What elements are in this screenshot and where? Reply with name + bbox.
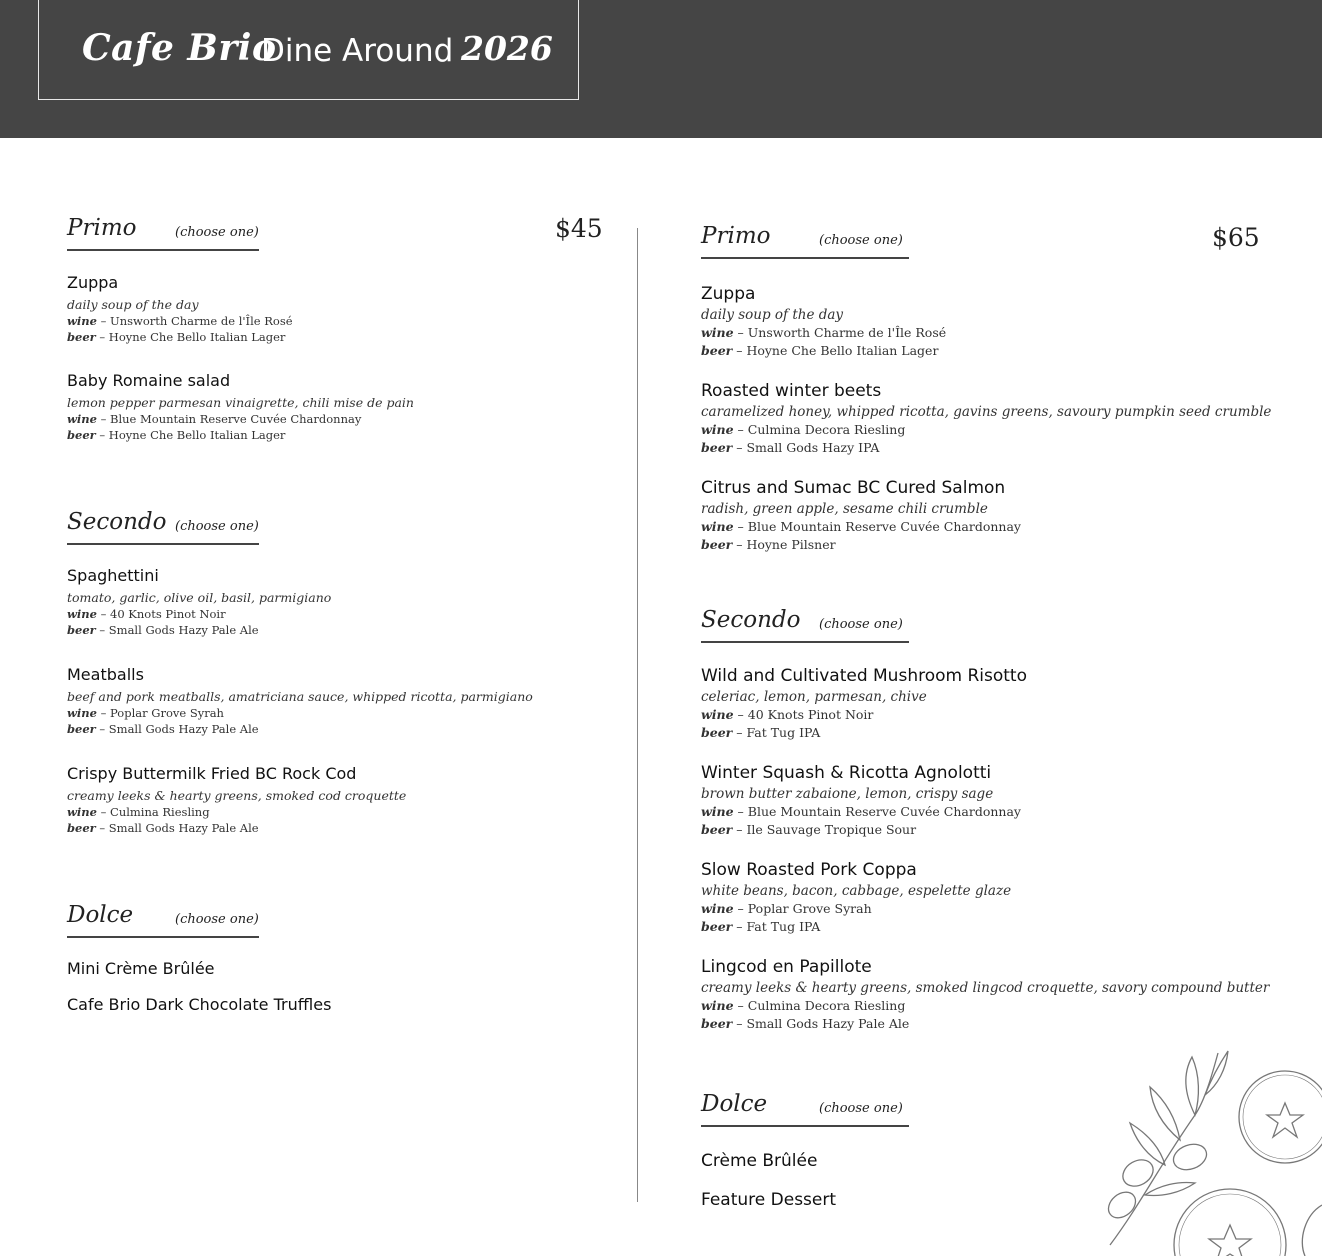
menu-item — [701, 763, 1261, 839]
wine-pairing: wine – Culmina Decora Riesling — [701, 422, 906, 437]
section-title: Primo — [67, 215, 137, 241]
wine-pairing: wine – Poplar Grove Syrah — [701, 901, 872, 916]
menu-title: Dine Around — [261, 33, 454, 69]
menu-item — [701, 957, 1270, 1033]
menu-item — [701, 860, 1261, 936]
item-name: Meatballs — [67, 665, 144, 684]
item-description: creamy leeks & hearty greens, smoked cod croquette — [67, 788, 407, 803]
beer-pairing: beer – Small Gods Hazy Pale Ale — [67, 821, 259, 835]
item-description: brown butter zabaione, lemon, crispy sage — [701, 786, 994, 802]
item-description: celeriac, lemon, parmesan, chive — [701, 689, 927, 705]
beer-pairing: beer – Fat Tug IPA — [701, 725, 821, 740]
menu-year: 2026 — [461, 29, 553, 68]
section-note: (choose one) — [175, 519, 259, 534]
menu-header — [0, 0, 1322, 138]
section-header-dolce — [701, 1091, 909, 1127]
item-description: caramelized honey, whipped ricotta, gavins greens, savoury pumpkin seed crumble — [701, 404, 1272, 420]
item-name: Lingcod en Papillote — [701, 957, 872, 977]
menu-item — [701, 381, 1272, 457]
wine-pairing: wine – Unsworth Charme de l'Île Rosé — [67, 314, 293, 328]
menu-item — [701, 284, 1261, 360]
wine-pairing: wine – Culmina Decora Riesling — [701, 998, 906, 1013]
section-header-secondo — [67, 509, 259, 545]
item-description: creamy leeks & hearty greens, smoked lingcod croquette, savory compound butter — [701, 980, 1270, 996]
menu-item — [67, 371, 627, 443]
wine-pairing: wine – Blue Mountain Reserve Cuvée Chardonnay — [701, 519, 1021, 534]
section-title: Secondo — [67, 509, 167, 535]
section-title: Secondo — [701, 607, 801, 633]
item-name: Baby Romaine salad — [67, 371, 231, 390]
item-description: daily soup of the day — [67, 297, 199, 312]
dessert-item: Crème Brûlée — [701, 1151, 818, 1171]
wine-pairing: wine – Blue Mountain Reserve Cuvée Chardonnay — [701, 804, 1021, 819]
wine-pairing: wine – Unsworth Charme de l'Île Rosé — [701, 325, 947, 340]
wine-pairing: wine – Poplar Grove Syrah — [67, 706, 224, 720]
section-note: (choose one) — [819, 233, 903, 248]
dessert-item: Mini Crème Brûlée — [67, 959, 215, 978]
item-description: lemon pepper parmesan vinaigrette, chili mise de pain — [67, 395, 414, 410]
section-note: (choose one) — [819, 1101, 903, 1116]
beer-pairing: beer – Small Gods Hazy IPA — [701, 440, 880, 455]
item-name: Roasted winter beets — [701, 381, 882, 401]
price-left: $45 — [555, 214, 603, 243]
item-name: Crispy Buttermilk Fried BC Rock Cod — [67, 764, 357, 783]
wine-pairing: wine – 40 Knots Pinot Noir — [67, 607, 226, 621]
olive-tomato-illustration — [1100, 1045, 1322, 1256]
section-note: (choose one) — [175, 912, 259, 927]
menu-item — [67, 764, 627, 836]
section-note: (choose one) — [175, 225, 259, 240]
item-name: Zuppa — [67, 273, 119, 292]
wine-pairing: wine – Culmina Riesling — [67, 805, 210, 819]
section-header-primo — [701, 223, 909, 259]
section-header-secondo — [701, 607, 909, 643]
item-name: Citrus and Sumac BC Cured Salmon — [701, 478, 1006, 498]
beer-pairing: beer – Fat Tug IPA — [701, 919, 821, 934]
item-name: Winter Squash & Ricotta Agnolotti — [701, 763, 992, 783]
beer-pairing: beer – Small Gods Hazy Pale Ale — [701, 1016, 910, 1031]
section-title: Dolce — [701, 1091, 768, 1117]
item-description: tomato, garlic, olive oil, basil, parmigiano — [67, 590, 332, 605]
title-frame — [38, 0, 579, 100]
menu-item — [67, 665, 627, 737]
item-name: Slow Roasted Pork Coppa — [701, 860, 917, 880]
item-name: Wild and Cultivated Mushroom Risotto — [701, 666, 1027, 686]
section-header-dolce — [67, 902, 259, 938]
beer-pairing: beer – Hoyne Che Bello Italian Lager — [67, 428, 286, 442]
beer-pairing: beer – Hoyne Che Bello Italian Lager — [701, 343, 939, 358]
section-title: Primo — [701, 223, 771, 249]
beer-pairing: beer – Hoyne Che Bello Italian Lager — [67, 330, 286, 344]
beer-pairing: beer – Small Gods Hazy Pale Ale — [67, 623, 259, 637]
item-description: white beans, bacon, cabbage, espelette glaze — [701, 883, 1012, 899]
menu-item — [67, 273, 627, 345]
beer-pairing: beer – Ile Sauvage Tropique Sour — [701, 822, 917, 837]
item-name: Spaghettini — [67, 566, 159, 585]
beer-pairing: beer – Hoyne Pilsner — [701, 537, 836, 552]
dessert-item: Cafe Brio Dark Chocolate Truffles — [67, 995, 332, 1014]
brand-name: Cafe Brio — [82, 27, 277, 69]
section-title: Dolce — [67, 902, 134, 928]
item-description: beef and pork meatballs, amatriciana sauce, whipped ricotta, parmigiano — [67, 689, 533, 704]
menu-item — [701, 478, 1261, 554]
dessert-item: Feature Dessert — [701, 1190, 837, 1210]
menu-item — [67, 566, 627, 638]
column-divider — [637, 228, 638, 1202]
price-right: $65 — [1212, 223, 1260, 252]
beer-pairing: beer – Small Gods Hazy Pale Ale — [67, 722, 259, 736]
menu-item — [701, 666, 1261, 742]
wine-pairing: wine – Blue Mountain Reserve Cuvée Chardonnay — [67, 412, 362, 426]
section-note: (choose one) — [819, 617, 903, 632]
item-description: daily soup of the day — [701, 307, 844, 323]
section-header-primo — [67, 215, 259, 251]
wine-pairing: wine – 40 Knots Pinot Noir — [701, 707, 874, 722]
item-name: Zuppa — [701, 284, 756, 304]
item-description: radish, green apple, sesame chili crumble — [701, 501, 988, 517]
